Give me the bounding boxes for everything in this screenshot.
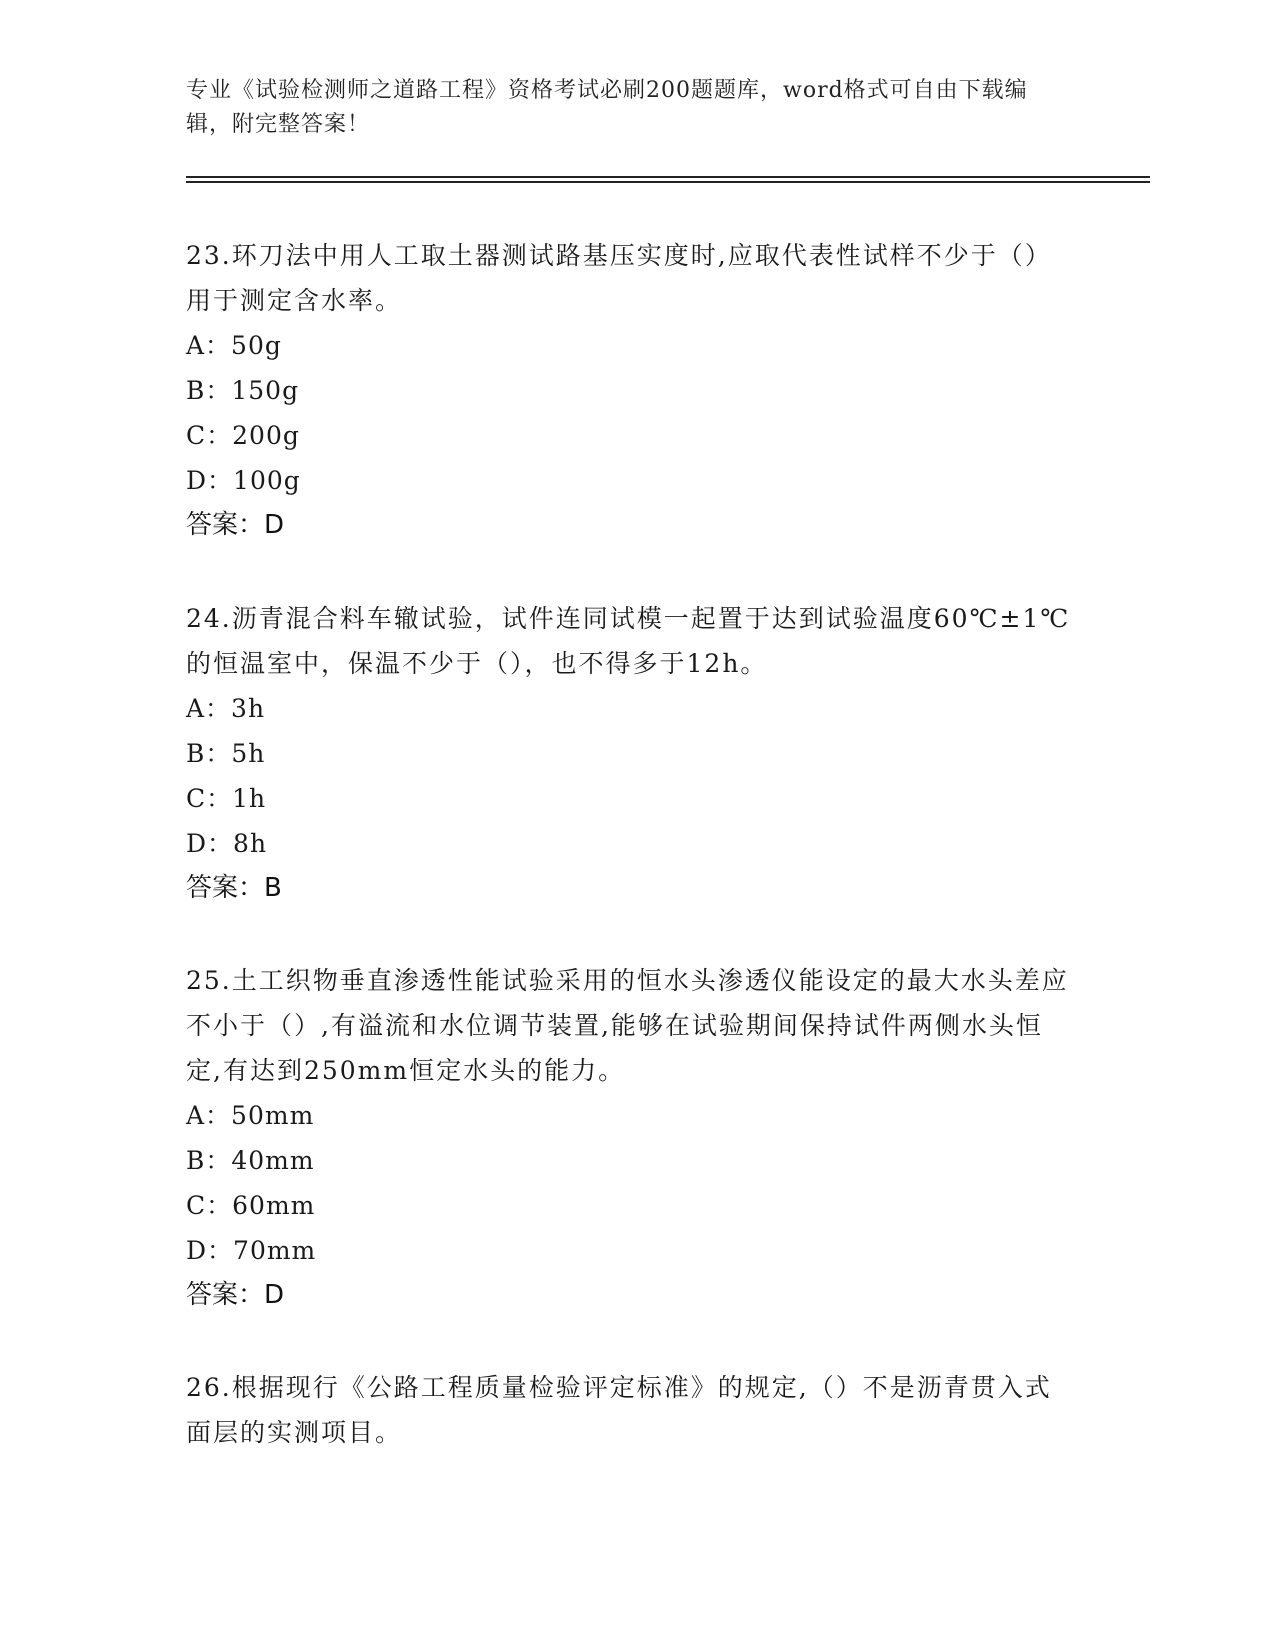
header-divider-bottom <box>186 181 1150 183</box>
option-d: D：70mm <box>186 1236 317 1265</box>
option-a: A：50g <box>186 331 282 360</box>
answer: 答案：B <box>186 873 282 903</box>
option-a: A：3h <box>186 694 266 723</box>
option-b: B：150g <box>186 376 300 405</box>
question-stem: 24.沥青混合料车辙试验，试件连同试模一起置于达到试验温度60℃±1℃的恒温室中，保温不少于（），也不得多于12h。 <box>186 604 1071 678</box>
question-stem: 26.根据现行《公路工程质量检验评定标准》的规定,（）不是沥青贯入式面层的实测项目。 <box>186 1373 1052 1447</box>
option-d: D：8h <box>186 829 268 858</box>
question-24 <box>186 596 1076 911</box>
question-stem: 23.环刀法中用人工取土器测试路基压实度时,应取代表性试样不少于（）用于测定含水率。 <box>186 241 1052 315</box>
option-c: C：60mm <box>186 1191 316 1220</box>
question-26 <box>186 1365 1076 1455</box>
answer: 答案：D <box>186 1280 285 1310</box>
option-d: D：100g <box>186 466 301 495</box>
document-header: 专业《试验检测师之道路工程》资格考试必刷200题题库，word格式可自由下载编辑，附完整答案！ <box>186 78 1028 137</box>
question-25 <box>186 958 1076 1318</box>
question-23 <box>186 233 1076 548</box>
option-a: A：50mm <box>186 1101 315 1130</box>
answer: 答案：D <box>186 510 285 540</box>
option-b: B：40mm <box>186 1146 315 1175</box>
header-divider-top <box>186 176 1150 178</box>
question-stem: 25.土工织物垂直渗透性能试验采用的恒水头渗透仪能设定的最大水头差应不小于（）,有溢流和水位调节装置,能够在试验期间保持试件两侧水头恒定,有达到250mm恒定水头的能力。 <box>186 966 1069 1085</box>
option-c: C：200g <box>186 421 300 450</box>
option-b: B：5h <box>186 739 266 768</box>
option-c: C：1h <box>186 784 267 813</box>
